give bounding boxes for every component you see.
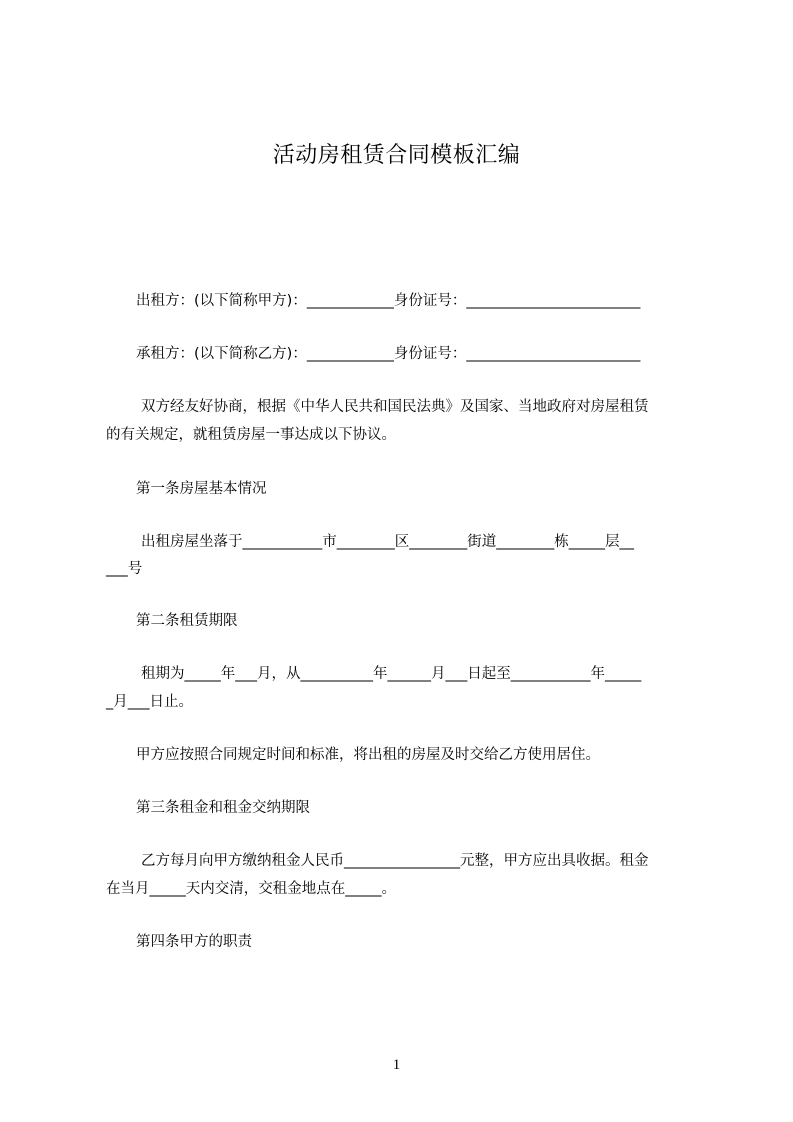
lease-term-line-1: 租期为_____年___月，从__________年______月___日起至___________年_____	[141, 666, 642, 682]
property-location-line-1: 出租房屋坐落于___________市________区________街道________栋_____层__	[141, 534, 634, 550]
property-location-line-2: ___号	[106, 561, 143, 577]
intro-paragraph-line-2: 的有关规定，就租赁房屋一事达成以下协议。	[106, 427, 396, 443]
document-title: 活动房租赁合同模板汇编	[272, 143, 521, 168]
page-number: 1	[392, 1057, 401, 1073]
rent-payment-line-1: 乙方每月向甲方缴纳租金人民币________________元整，甲方应出具收据。租金	[141, 853, 649, 869]
lessee-line: 承租方：(以下简称乙方)：____________身份证号：________________________	[136, 346, 641, 362]
lease-term-line-2: _月___日止。	[106, 694, 193, 710]
rent-payment-line-2: 在当月_____天内交清，交租金地点在_____。	[106, 881, 396, 897]
lessor-line: 出租方：(以下简称甲方)：____________身份证号：________________________	[136, 293, 641, 309]
delivery-paragraph: 甲方应按照合同规定时间和标准，将出租的房屋及时交给乙方使用居住。	[136, 747, 600, 763]
article-2-heading: 第二条租赁期限	[136, 613, 238, 629]
article-4-heading: 第四条甲方的职责	[136, 934, 252, 950]
article-1-heading: 第一条房屋基本情况	[136, 481, 267, 497]
article-3-heading: 第三条租金和租金交纳期限	[136, 800, 310, 816]
intro-paragraph-line-1: 双方经友好协商，根据《中华人民共和国民法典》及国家、当地政府对房屋租赁	[141, 399, 649, 415]
